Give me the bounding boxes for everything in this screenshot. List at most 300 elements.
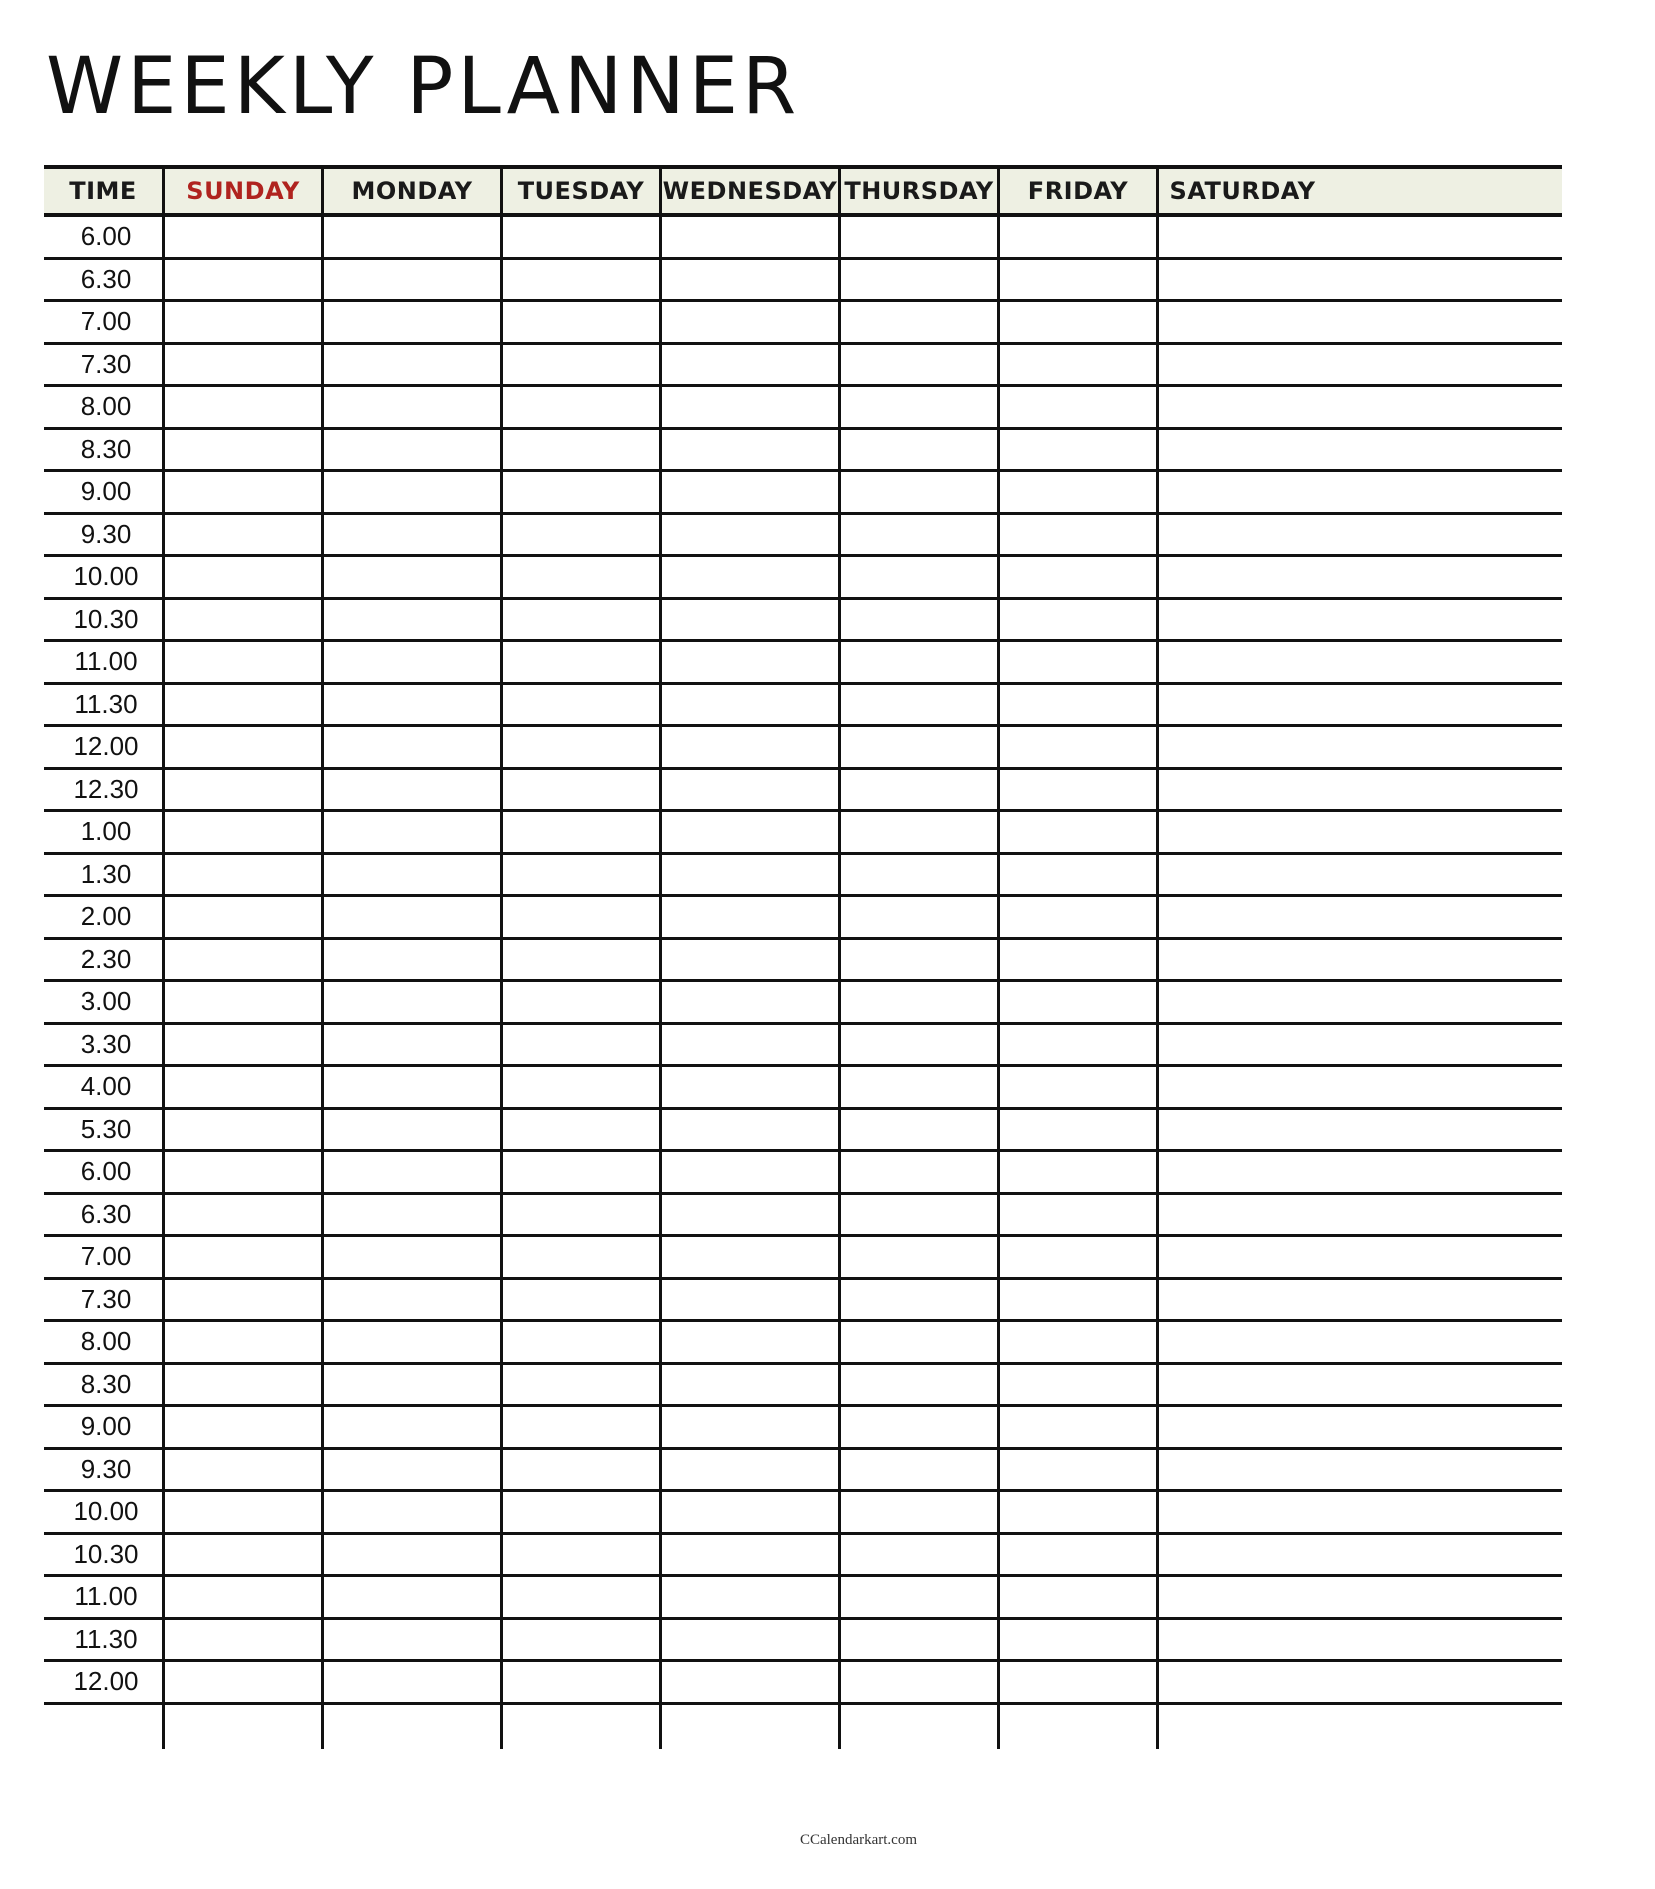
slot-saturday[interactable] [1156,1067,1326,1107]
time-label: 9.00 [80,476,132,507]
slot-sunday[interactable] [162,1025,321,1065]
slot-friday[interactable] [997,855,1156,895]
slot-saturday[interactable] [1156,1195,1326,1235]
slot-friday[interactable] [997,1195,1156,1235]
slot-wednesday[interactable] [659,600,838,640]
slot-wednesday[interactable] [659,515,838,555]
time-row [44,515,1562,558]
tail-slot-monday [321,1705,500,1749]
slot-friday[interactable] [997,770,1156,810]
time-row [44,345,1562,388]
slot-friday[interactable] [997,260,1156,300]
time-label: 3.30 [80,1028,132,1059]
slot-thursday[interactable] [838,557,997,597]
time-row [44,770,1562,813]
footer-credit [0,1832,1655,1849]
slot-wednesday[interactable] [659,812,838,852]
tail-slot-friday [997,1705,1156,1749]
time-label: 7.30 [80,348,132,379]
slot-monday[interactable] [321,345,500,385]
slot-monday[interactable] [321,1195,500,1235]
day-header-sunday: SUNDAY [162,169,321,213]
slot-monday[interactable] [321,1662,500,1702]
time-row [44,1152,1562,1195]
day-header-thursday: THURSDAY [838,169,997,213]
time-label: 8.30 [80,433,132,464]
slot-friday[interactable] [997,557,1156,597]
slot-friday[interactable] [997,1450,1156,1490]
slot-tuesday[interactable] [500,600,659,640]
slot-tuesday[interactable] [500,770,659,810]
slot-friday[interactable] [997,387,1156,427]
slot-friday[interactable] [997,1577,1156,1617]
slot-sunday[interactable] [162,1577,321,1617]
slot-wednesday[interactable] [659,472,838,512]
slot-wednesday[interactable] [659,642,838,682]
slot-thursday[interactable] [838,1407,997,1447]
time-row [44,430,1562,473]
slot-friday[interactable] [997,727,1156,767]
time-label: 1.00 [80,816,132,847]
slot-wednesday[interactable] [659,1237,838,1277]
time-label: 10.00 [73,1496,139,1527]
slot-monday[interactable] [321,940,500,980]
slot-sunday[interactable] [162,1280,321,1320]
slot-monday[interactable] [321,1620,500,1660]
blank-tail-row [44,1705,1562,1749]
slot-saturday[interactable] [1156,727,1326,767]
slot-sunday[interactable] [162,1067,321,1107]
time-label: 4.00 [80,1071,132,1102]
time-row [44,302,1562,345]
slot-saturday[interactable] [1156,600,1326,640]
slot-thursday[interactable] [838,1152,997,1192]
time-label: 11.30 [74,688,138,719]
slot-tuesday[interactable] [500,1237,659,1277]
slot-sunday[interactable] [162,1407,321,1447]
slot-saturday[interactable] [1156,1280,1326,1320]
slot-thursday[interactable] [838,1067,997,1107]
slot-tuesday[interactable] [500,302,659,342]
slot-sunday[interactable] [162,982,321,1022]
slot-friday[interactable] [997,1152,1156,1192]
slot-saturday[interactable] [1156,1492,1326,1532]
slot-tuesday[interactable] [500,1577,659,1617]
slot-thursday[interactable] [838,940,997,980]
slot-wednesday[interactable] [659,770,838,810]
slot-wednesday[interactable] [659,217,838,257]
slot-saturday[interactable] [1156,770,1326,810]
slot-saturday[interactable] [1156,685,1326,725]
slot-monday[interactable] [321,812,500,852]
slot-thursday[interactable] [838,1535,997,1575]
time-row [44,642,1562,685]
slot-monday[interactable] [321,1365,500,1405]
slot-thursday[interactable] [838,515,997,555]
slot-tuesday[interactable] [500,217,659,257]
slot-thursday[interactable] [838,982,997,1022]
tail-time-cell [44,1705,162,1749]
slot-sunday[interactable] [162,557,321,597]
slot-friday[interactable] [997,1535,1156,1575]
slot-monday[interactable] [321,1407,500,1447]
slot-wednesday[interactable] [659,1280,838,1320]
slot-tuesday[interactable] [500,940,659,980]
slot-saturday[interactable] [1156,855,1326,895]
tail-slot-sunday [162,1705,321,1749]
slot-saturday[interactable] [1156,642,1326,682]
slot-tuesday[interactable] [500,260,659,300]
slot-wednesday[interactable] [659,1365,838,1405]
slot-tuesday[interactable] [500,855,659,895]
slot-wednesday[interactable] [659,685,838,725]
slot-tuesday[interactable] [500,345,659,385]
slot-sunday[interactable] [162,387,321,427]
slot-sunday[interactable] [162,855,321,895]
slot-saturday[interactable] [1156,515,1326,555]
slot-thursday[interactable] [838,302,997,342]
slot-tuesday[interactable] [500,557,659,597]
slot-thursday[interactable] [838,1322,997,1362]
time-label: 10.30 [73,603,139,634]
slot-saturday[interactable] [1156,1620,1326,1660]
slot-thursday[interactable] [838,1195,997,1235]
slot-wednesday[interactable] [659,260,838,300]
slot-monday[interactable] [321,430,500,470]
slot-wednesday[interactable] [659,1067,838,1107]
day-header-saturday: SATURDAY [1156,169,1326,213]
slot-tuesday[interactable] [500,1365,659,1405]
tail-slot-wednesday [659,1705,838,1749]
slot-monday[interactable] [321,1492,500,1532]
slot-monday[interactable] [321,727,500,767]
slot-friday[interactable] [997,430,1156,470]
slot-saturday[interactable] [1156,940,1326,980]
slot-sunday[interactable] [162,302,321,342]
slot-tuesday[interactable] [500,727,659,767]
slot-saturday[interactable] [1156,302,1326,342]
slot-monday[interactable] [321,387,500,427]
slot-thursday[interactable] [838,1620,997,1660]
slot-sunday[interactable] [162,685,321,725]
slot-wednesday[interactable] [659,1620,838,1660]
slot-monday[interactable] [321,1577,500,1617]
slot-saturday[interactable] [1156,982,1326,1022]
slot-wednesday[interactable] [659,345,838,385]
time-row [44,982,1562,1025]
slot-monday[interactable] [321,855,500,895]
slot-tuesday[interactable] [500,1407,659,1447]
slot-wednesday[interactable] [659,1025,838,1065]
day-header-friday: FRIDAY [997,169,1156,213]
time-row [44,1450,1562,1493]
slot-wednesday[interactable] [659,1110,838,1150]
slot-sunday[interactable] [162,1535,321,1575]
slot-tuesday[interactable] [500,685,659,725]
slot-friday[interactable] [997,345,1156,385]
slot-saturday[interactable] [1156,430,1326,470]
slot-saturday[interactable] [1156,217,1326,257]
slot-friday[interactable] [997,642,1156,682]
time-label: 11.00 [74,1581,138,1612]
time-row [44,472,1562,515]
slot-tuesday[interactable] [500,1535,659,1575]
slot-wednesday[interactable] [659,1322,838,1362]
slot-saturday[interactable] [1156,1025,1326,1065]
slot-saturday[interactable] [1156,897,1326,937]
slot-wednesday[interactable] [659,940,838,980]
slot-sunday[interactable] [162,727,321,767]
slot-thursday[interactable] [838,1492,997,1532]
slot-monday[interactable] [321,1535,500,1575]
slot-friday[interactable] [997,1025,1156,1065]
slot-sunday[interactable] [162,1237,321,1277]
slot-tuesday[interactable] [500,1662,659,1702]
slot-monday[interactable] [321,1322,500,1362]
slot-saturday[interactable] [1156,1322,1326,1362]
slot-saturday[interactable] [1156,1577,1326,1617]
slot-monday[interactable] [321,1237,500,1277]
slot-thursday[interactable] [838,387,997,427]
slot-saturday[interactable] [1156,1152,1326,1192]
time-row [44,217,1562,260]
slot-tuesday[interactable] [500,1152,659,1192]
slot-sunday[interactable] [162,1492,321,1532]
slot-wednesday[interactable] [659,1577,838,1617]
slot-friday[interactable] [997,302,1156,342]
slot-thursday[interactable] [838,1025,997,1065]
slot-thursday[interactable] [838,727,997,767]
slot-monday[interactable] [321,770,500,810]
slot-thursday[interactable] [838,685,997,725]
slot-friday[interactable] [997,1407,1156,1447]
time-row [44,1492,1562,1535]
slot-tuesday[interactable] [500,1110,659,1150]
time-row [44,855,1562,898]
slot-saturday[interactable] [1156,1662,1326,1702]
slot-thursday[interactable] [838,1577,997,1617]
slot-thursday[interactable] [838,1662,997,1702]
tail-slot-thursday [838,1705,997,1749]
slot-sunday[interactable] [162,1195,321,1235]
slot-sunday[interactable] [162,897,321,937]
slot-thursday[interactable] [838,897,997,937]
time-row [44,727,1562,770]
slot-friday[interactable] [997,600,1156,640]
slot-thursday[interactable] [838,1280,997,1320]
slot-wednesday[interactable] [659,1450,838,1490]
time-row [44,1662,1562,1705]
slot-saturday[interactable] [1156,1407,1326,1447]
slot-sunday[interactable] [162,1365,321,1405]
slot-sunday[interactable] [162,770,321,810]
time-label: 8.00 [80,1326,132,1357]
day-header-wednesday: WEDNESDAY [659,169,838,213]
slot-thursday[interactable] [838,855,997,895]
slot-monday[interactable] [321,982,500,1022]
time-label: 7.00 [80,306,132,337]
slot-sunday[interactable] [162,1322,321,1362]
slot-tuesday[interactable] [500,642,659,682]
slot-sunday[interactable] [162,600,321,640]
slot-friday[interactable] [997,940,1156,980]
slot-tuesday[interactable] [500,1067,659,1107]
time-label: 11.00 [74,646,138,677]
slot-saturday[interactable] [1156,345,1326,385]
header-row [44,165,1562,217]
slot-saturday[interactable] [1156,1535,1326,1575]
time-label: 6.30 [80,263,132,294]
slot-thursday[interactable] [838,217,997,257]
slot-monday[interactable] [321,302,500,342]
time-label: 8.00 [80,391,132,422]
slot-thursday[interactable] [838,1365,997,1405]
slot-monday[interactable] [321,1025,500,1065]
slot-tuesday[interactable] [500,1492,659,1532]
slot-friday[interactable] [997,472,1156,512]
slot-thursday[interactable] [838,345,997,385]
slot-wednesday[interactable] [659,1195,838,1235]
slot-saturday[interactable] [1156,387,1326,427]
slot-monday[interactable] [321,472,500,512]
slot-saturday[interactable] [1156,260,1326,300]
slot-wednesday[interactable] [659,387,838,427]
slot-monday[interactable] [321,1280,500,1320]
slot-thursday[interactable] [838,260,997,300]
slot-sunday[interactable] [162,940,321,980]
slot-friday[interactable] [997,515,1156,555]
slot-monday[interactable] [321,642,500,682]
slot-friday[interactable] [997,982,1156,1022]
time-row [44,600,1562,643]
slot-sunday[interactable] [162,345,321,385]
slot-saturday[interactable] [1156,557,1326,597]
slot-tuesday[interactable] [500,430,659,470]
slot-monday[interactable] [321,515,500,555]
slot-tuesday[interactable] [500,515,659,555]
slot-friday[interactable] [997,1237,1156,1277]
slot-friday[interactable] [997,897,1156,937]
slot-saturday[interactable] [1156,1365,1326,1405]
slot-tuesday[interactable] [500,982,659,1022]
slot-sunday[interactable] [162,642,321,682]
slot-monday[interactable] [321,897,500,937]
slot-monday[interactable] [321,217,500,257]
slot-sunday[interactable] [162,1152,321,1192]
slot-wednesday[interactable] [659,1662,838,1702]
slot-friday[interactable] [997,812,1156,852]
slot-friday[interactable] [997,1620,1156,1660]
slot-thursday[interactable] [838,1237,997,1277]
slot-monday[interactable] [321,685,500,725]
slot-friday[interactable] [997,1492,1156,1532]
slot-friday[interactable] [997,217,1156,257]
slot-wednesday[interactable] [659,1492,838,1532]
slot-monday[interactable] [321,1450,500,1490]
slot-monday[interactable] [321,557,500,597]
slot-friday[interactable] [997,1322,1156,1362]
slot-wednesday[interactable] [659,1152,838,1192]
slot-thursday[interactable] [838,600,997,640]
slot-friday[interactable] [997,1280,1156,1320]
slot-thursday[interactable] [838,1110,997,1150]
slot-tuesday[interactable] [500,1025,659,1065]
slot-sunday[interactable] [162,1620,321,1660]
slot-tuesday[interactable] [500,387,659,427]
slot-thursday[interactable] [838,770,997,810]
slot-thursday[interactable] [838,472,997,512]
slot-tuesday[interactable] [500,1450,659,1490]
slot-saturday[interactable] [1156,1237,1326,1277]
time-label: 7.30 [80,1283,132,1314]
slot-tuesday[interactable] [500,1280,659,1320]
slot-wednesday[interactable] [659,855,838,895]
slot-sunday[interactable] [162,812,321,852]
slot-wednesday[interactable] [659,897,838,937]
tail-slot-saturday [1156,1705,1326,1749]
slot-friday[interactable] [997,1110,1156,1150]
slot-sunday[interactable] [162,472,321,512]
slot-friday[interactable] [997,1067,1156,1107]
slot-saturday[interactable] [1156,1450,1326,1490]
slot-sunday[interactable] [162,1450,321,1490]
slot-thursday[interactable] [838,642,997,682]
time-label: 1.30 [80,858,132,889]
slot-sunday[interactable] [162,217,321,257]
slot-thursday[interactable] [838,430,997,470]
time-label: 7.00 [80,1241,132,1272]
tail-slot-tuesday [500,1705,659,1749]
slot-saturday[interactable] [1156,1110,1326,1150]
slot-tuesday[interactable] [500,897,659,937]
slot-tuesday[interactable] [500,1195,659,1235]
slot-wednesday[interactable] [659,557,838,597]
slot-wednesday[interactable] [659,1535,838,1575]
slot-saturday[interactable] [1156,472,1326,512]
time-label: 2.00 [80,901,132,932]
slot-tuesday[interactable] [500,1620,659,1660]
slot-wednesday[interactable] [659,302,838,342]
slot-wednesday[interactable] [659,430,838,470]
slot-sunday[interactable] [162,1662,321,1702]
slot-friday[interactable] [997,685,1156,725]
slot-sunday[interactable] [162,1110,321,1150]
slot-sunday[interactable] [162,260,321,300]
slot-wednesday[interactable] [659,982,838,1022]
slot-tuesday[interactable] [500,1322,659,1362]
slot-wednesday[interactable] [659,1407,838,1447]
slot-monday[interactable] [321,1067,500,1107]
slot-sunday[interactable] [162,430,321,470]
slot-saturday[interactable] [1156,812,1326,852]
slot-monday[interactable] [321,1110,500,1150]
slot-sunday[interactable] [162,515,321,555]
time-row [44,1025,1562,1068]
time-label: 10.00 [73,561,139,592]
slot-monday[interactable] [321,600,500,640]
slot-tuesday[interactable] [500,472,659,512]
slot-wednesday[interactable] [659,727,838,767]
slot-friday[interactable] [997,1662,1156,1702]
time-label: 12.00 [73,1666,139,1697]
day-header-monday: MONDAY [321,169,500,213]
slot-monday[interactable] [321,1152,500,1192]
slot-thursday[interactable] [838,1450,997,1490]
slot-friday[interactable] [997,1365,1156,1405]
slot-thursday[interactable] [838,812,997,852]
slot-tuesday[interactable] [500,812,659,852]
slot-monday[interactable] [321,260,500,300]
